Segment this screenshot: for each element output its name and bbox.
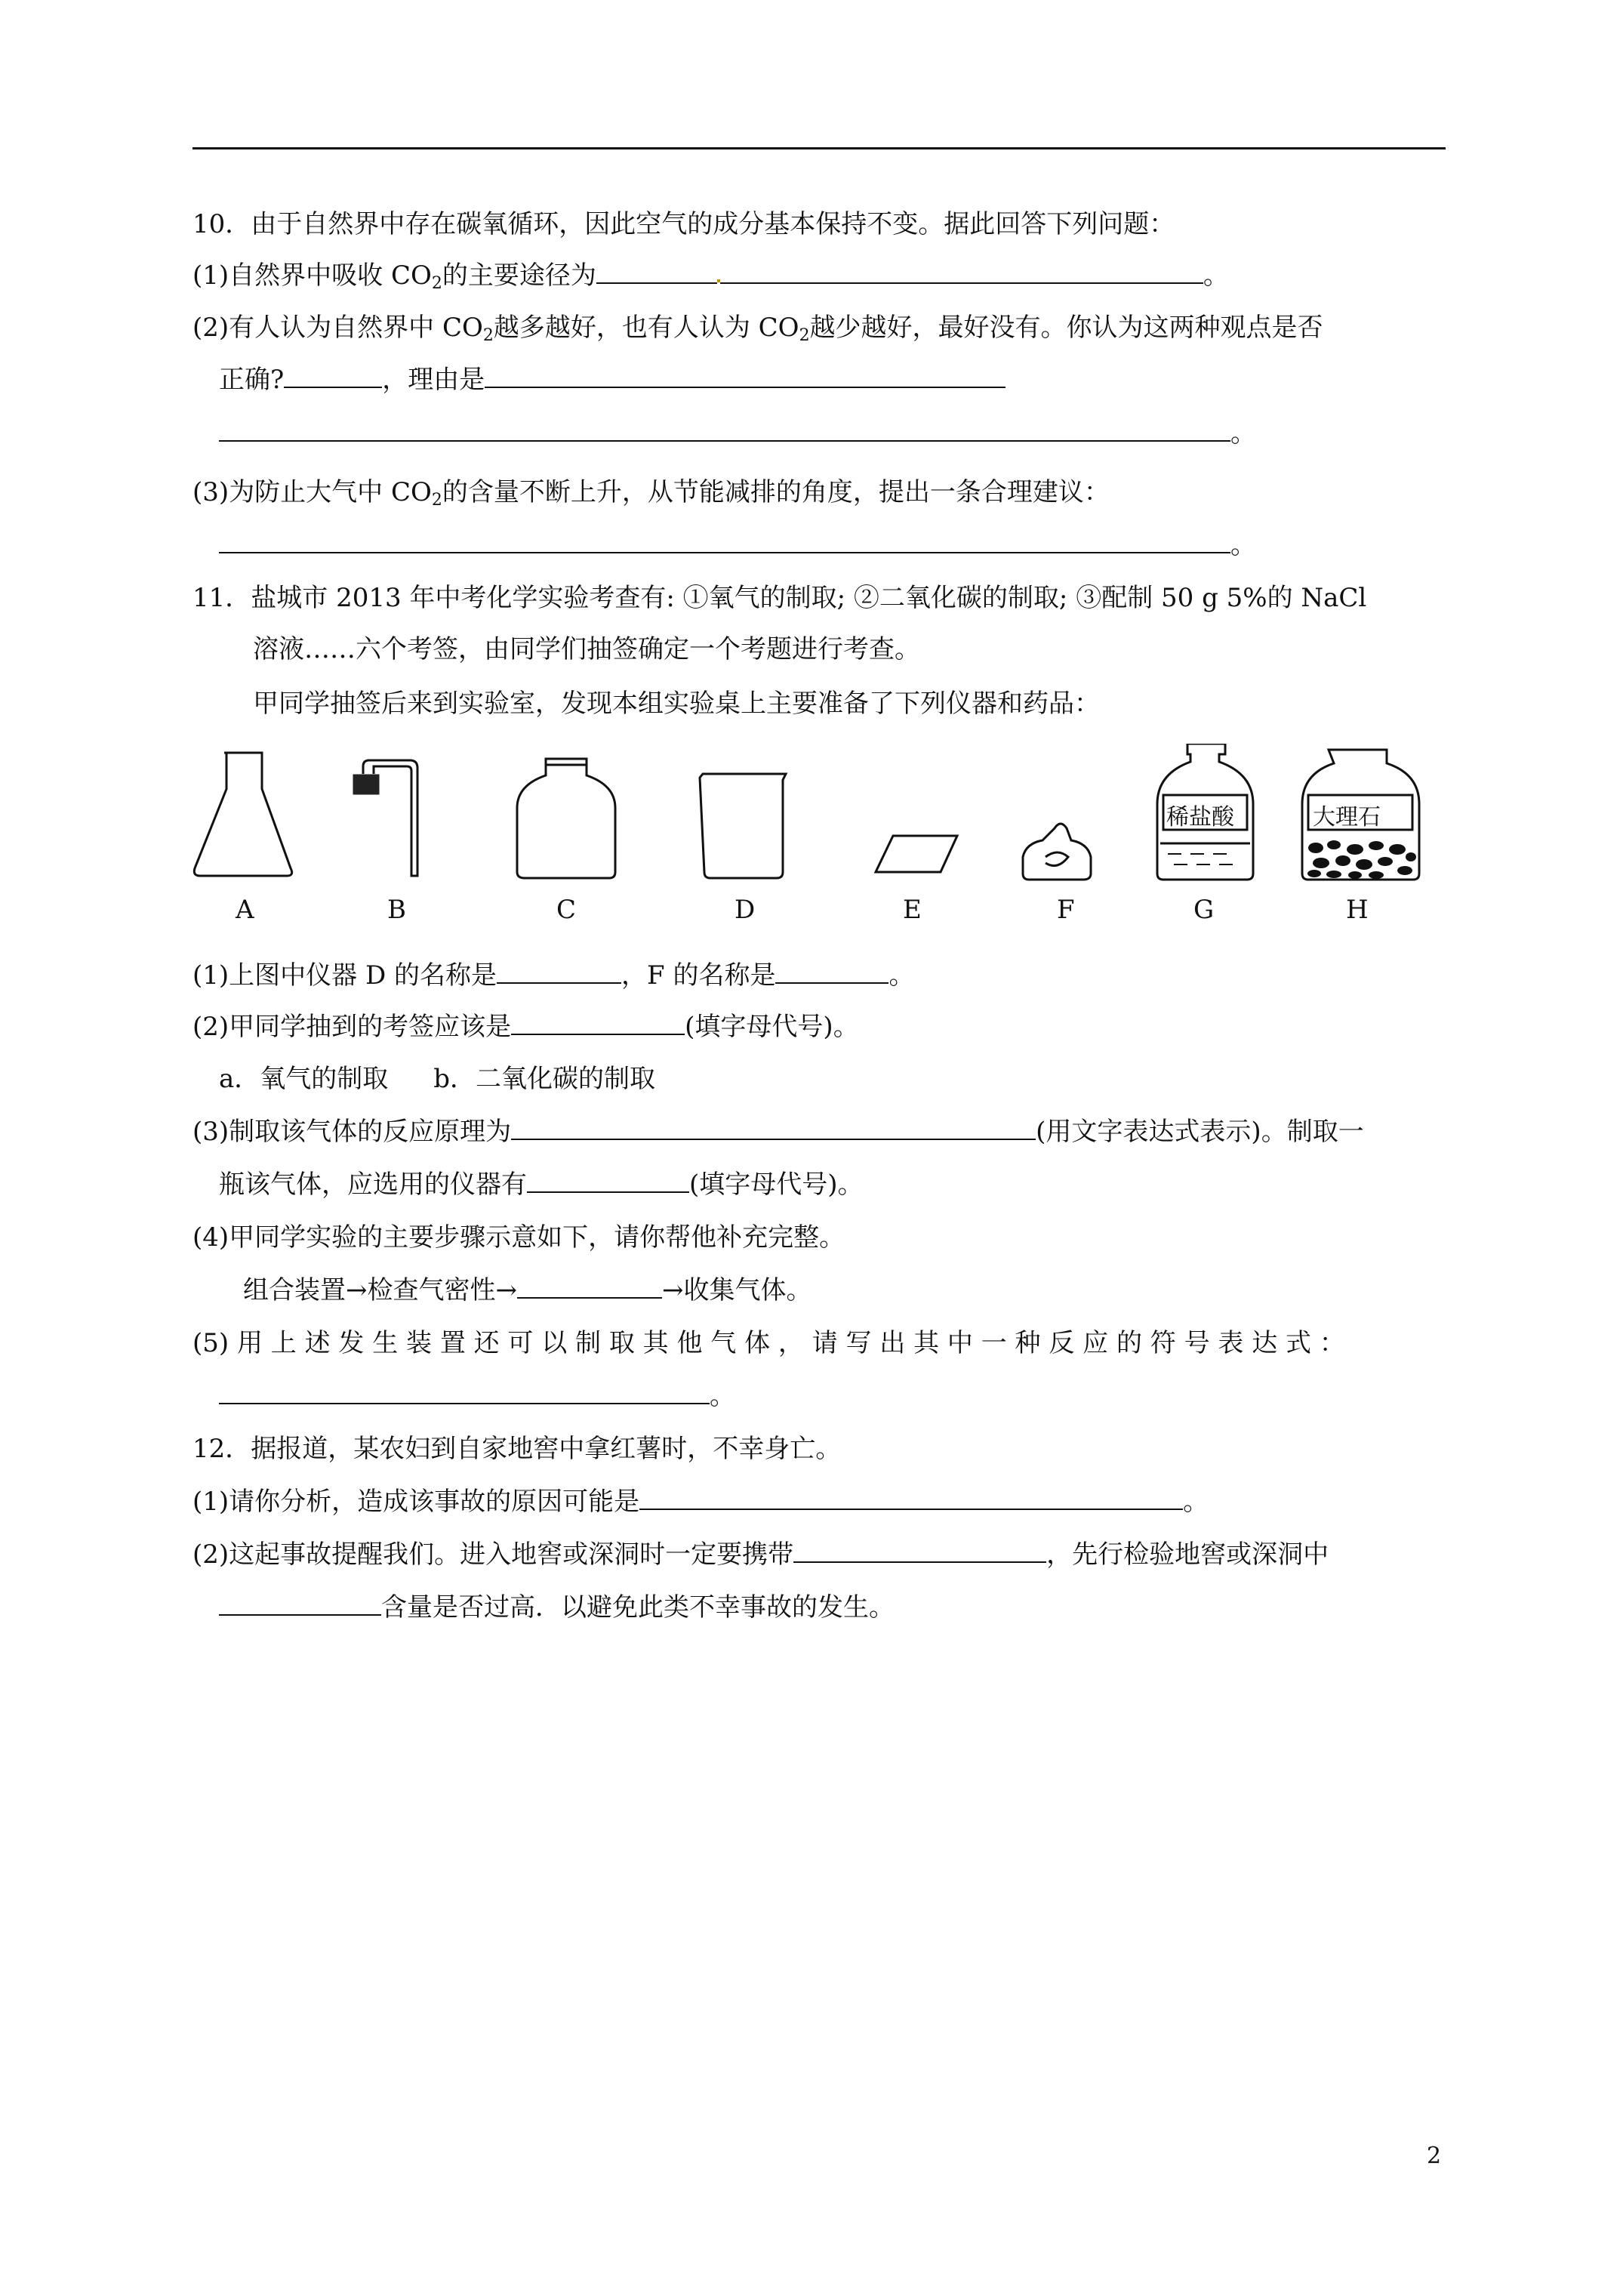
q10-part2-line2: 正确? ，理由是 — [219, 363, 1006, 396]
answer-blank[interactable] — [485, 364, 1006, 388]
q11-intro-line3: 甲同学抽签后来到实验室，发现本组实验桌上主要准备了下列仪器和药品： — [253, 689, 1100, 719]
option-a: a．氧气的制取 — [219, 1064, 389, 1094]
q11-options — [219, 1062, 655, 1096]
answer-blank[interactable] — [511, 1011, 685, 1035]
answer-blank[interactable] — [517, 1274, 662, 1299]
q11-part5-line2: 。 — [219, 1379, 735, 1413]
glass-slide-icon — [876, 836, 957, 872]
answer-blank[interactable] — [639, 1486, 1183, 1510]
q10-intro: 10．由于自然界中存在碳氧循环，因此空气的成分基本保持不变。据此回答下列问题： — [192, 209, 1175, 239]
q10-part2-line3: 。 — [219, 417, 1256, 450]
answer-blank[interactable] — [219, 1592, 381, 1616]
q12-part2: (2)这起事故提醒我们。进入地窖或深洞时一定要携带 ，先行检验地窖或深洞中 — [192, 1539, 1329, 1570]
q11-part4: (4)甲同学实验的主要步骤示意如下，请你帮他补充完整。 — [192, 1222, 845, 1253]
q11-part5: (5) 用 上 述 发 生 装 置 还 可 以 制 取 其 他 气 体 ， 请 写 出 其 中 一 种 反 应 的 符 号 表 达 式 ： — [192, 1328, 1345, 1358]
stopper-tube-icon — [354, 760, 417, 876]
header-rule — [192, 147, 1446, 149]
answer-blank[interactable] — [793, 1539, 1046, 1563]
q11-part3-line2: 瓶该气体，应选用的仪器有 (填字母代号)。 — [219, 1170, 864, 1200]
beaker-icon — [700, 774, 786, 878]
bottle-h-label: 大理石 — [1313, 804, 1381, 831]
apparatus-figure — [192, 744, 1476, 932]
answer-blank[interactable] — [720, 260, 1203, 284]
apparatus-label-c: C — [556, 895, 577, 925]
answer-blank[interactable] — [284, 364, 382, 388]
q11-part1: (1)上图中仪器 D 的名称是 ，F 的名称是 。 — [192, 960, 915, 991]
q11-intro: 11．盐城市 2013 年中考化学实验考查有: ①氧气的制取; ②二氧化碳的制取; ③配制 50 g 5%的 NaCl — [192, 583, 1367, 613]
q10-part3-line2: 。 — [219, 529, 1256, 562]
alcohol-lamp-icon — [1023, 824, 1091, 880]
q12-part2-line2: 含量是否过高．以避免此类不幸事故的发生。 — [219, 1591, 895, 1624]
q11-part3: (3)制取该气体的反应原理为 (用文字表达式表示)。制取一 — [192, 1117, 1364, 1147]
conical-flask-icon — [194, 753, 291, 876]
q11-part2: (2)甲同学抽到的考签应该是 (填字母代号)。 — [192, 1012, 859, 1042]
answer-blank[interactable] — [497, 960, 621, 984]
answer-blank[interactable] — [511, 1116, 1036, 1140]
q11-intro-line2: 溶液……六个考签，由同学们抽签确定一个考题进行考查。 — [253, 634, 920, 664]
q11-part4-steps: 组合装置→检查气密性→ →收集气体。 — [243, 1275, 812, 1305]
q12-intro: 12．据报道，某农妇到自家地窖中拿红薯时，不幸身亡。 — [192, 1434, 842, 1464]
answer-blank[interactable] — [775, 960, 888, 984]
q10-part1: (1)自然界中吸收 $CO_2$的主要途径为 。 — [192, 260, 1229, 293]
answer-blank[interactable] — [219, 1380, 710, 1404]
answer-blank[interactable] — [596, 260, 717, 284]
apparatus-label-b: B — [387, 895, 406, 925]
answer-blank[interactable] — [219, 418, 1230, 442]
page-number: 2 — [1427, 2143, 1442, 2169]
apparatus-label-e: E — [903, 895, 922, 925]
option-b: b．二氧化碳的制取 — [433, 1064, 656, 1094]
apparatus-label-a: A — [236, 895, 254, 925]
apparatus-label-d: D — [735, 895, 756, 925]
apparatus-label-g: G — [1193, 895, 1215, 925]
apparatus-label-h: H — [1346, 895, 1369, 925]
apparatus-label-f: F — [1057, 895, 1075, 925]
q10-part2: (2)有人认为自然界中 $CO_2$越多越好，也有人认为 $CO_2$越少越好，最好没有。你认为这两种观点是否 — [192, 313, 1323, 345]
q12-part1: (1)请你分析，造成该事故的原因可能是 。 — [192, 1487, 1209, 1517]
answer-blank[interactable] — [219, 529, 1230, 553]
q10-part3: (3)为防止大气中 $CO_2$的含量不断上升，从节能减排的角度，提出一条合理建议： — [192, 477, 1110, 510]
answer-blank[interactable] — [527, 1169, 689, 1193]
bottle-g-label: 稀盐酸 — [1166, 804, 1234, 831]
wide-mouth-bottle-icon — [517, 759, 615, 878]
